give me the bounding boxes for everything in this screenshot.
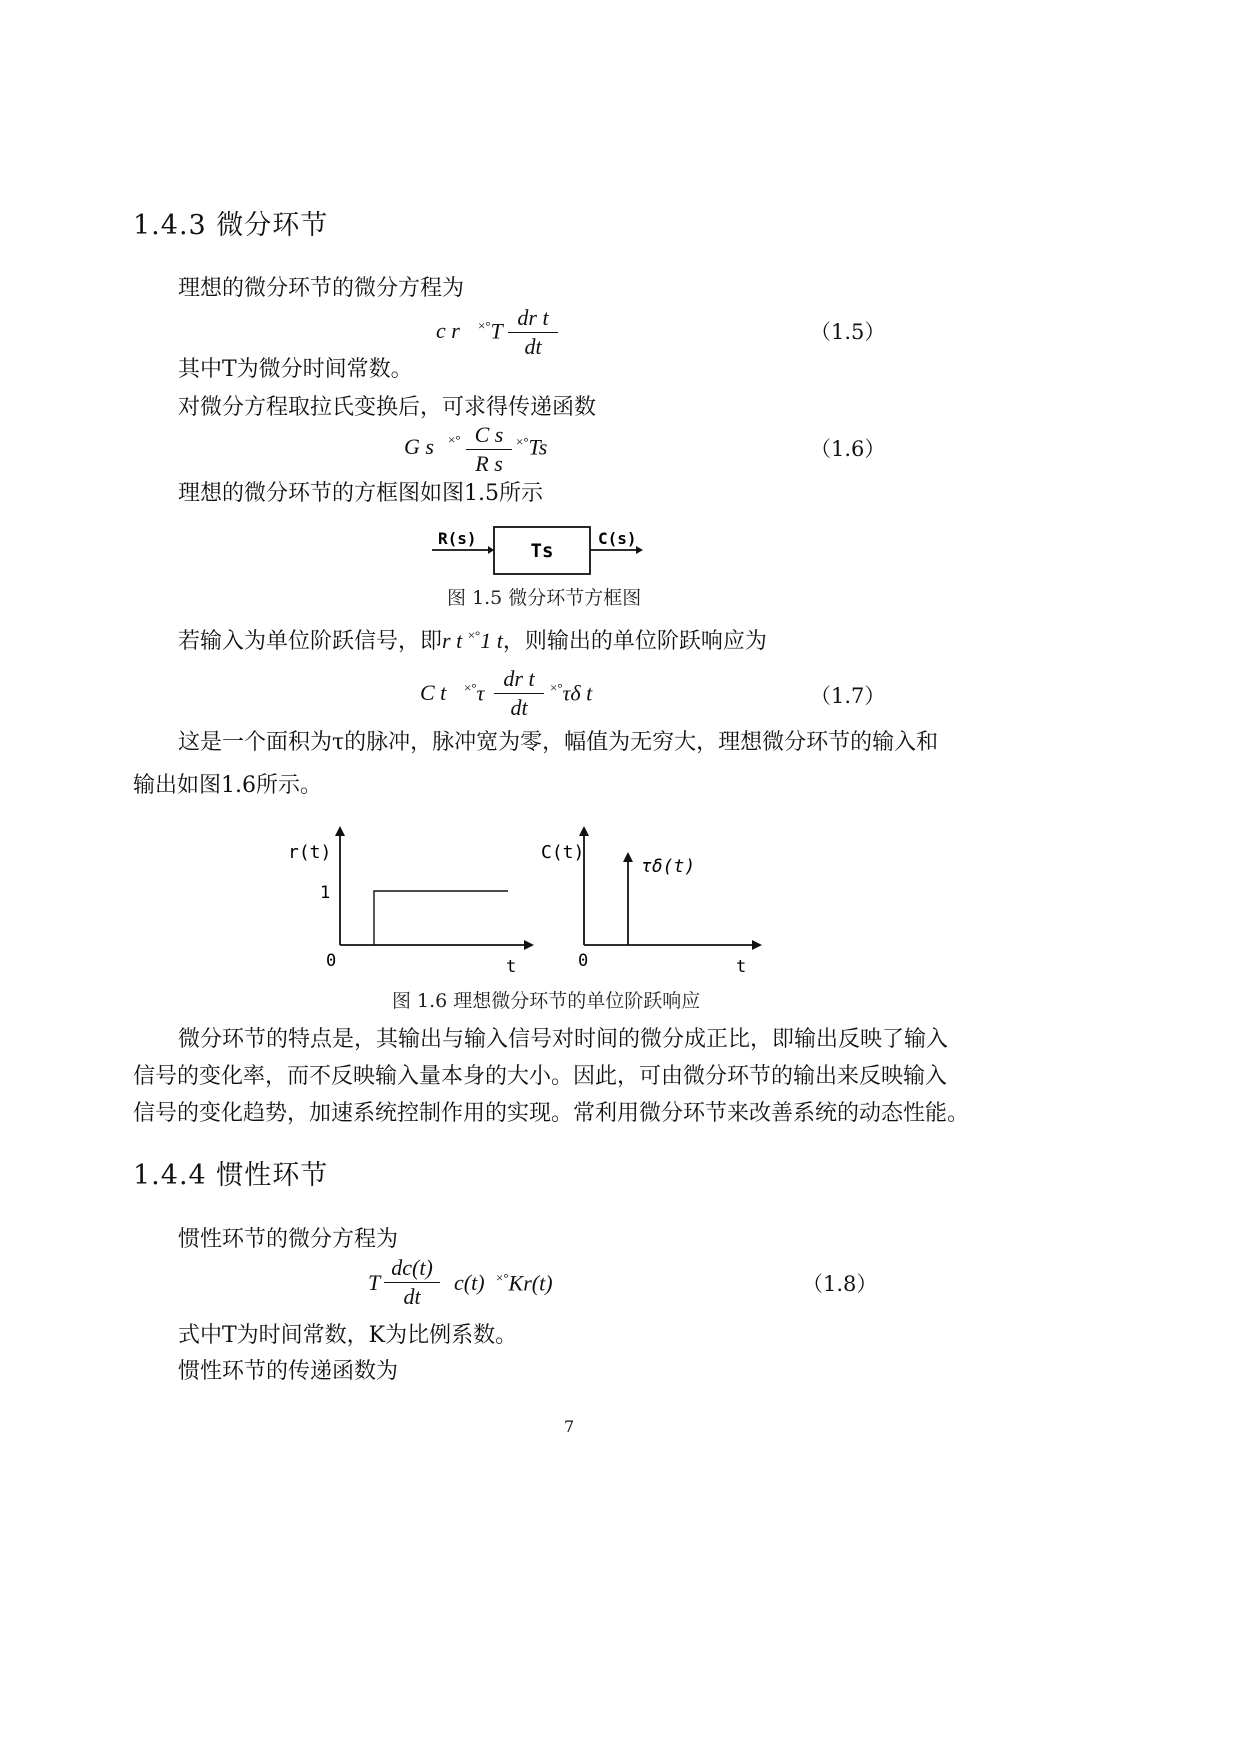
paragraph-step-input: 若输入为单位阶跃信号，即r t ×°1 t，则输出的单位阶跃响应为	[178, 627, 767, 654]
eq-1-8-number: （1.8）	[802, 1272, 878, 1296]
eq-1-6-equals-mark: ×°	[448, 432, 461, 447]
left-x-label: t	[506, 957, 517, 977]
eq-1-8-T: T	[368, 1270, 381, 1295]
left-y-tick-1: 1	[320, 883, 331, 903]
plot-impulse-response	[541, 826, 762, 977]
eq-1-8-denominator: dt	[403, 1284, 421, 1309]
step-signal-line	[374, 891, 508, 945]
output-label: C(s)	[598, 529, 637, 548]
eq-1-8-fraction	[384, 1255, 440, 1310]
eq-1-7-denominator: dt	[510, 695, 528, 720]
paragraph-time-constant: 其中T为微分时间常数。	[178, 357, 413, 382]
eq-1-6-fraction	[466, 422, 512, 477]
eq-1-5-mid: ×°T	[478, 318, 503, 344]
eq-1-6-rhs: ×°Ts	[516, 434, 548, 460]
right-origin-label: 0	[578, 951, 589, 971]
paragraph-characteristics-line1: 微分环节的特点是，其输出与输入信号对时间的微分成正比，即输出反映了输入	[178, 1027, 949, 1052]
eq-1-8-ct: c(t)	[454, 1270, 485, 1295]
paragraph-block-diagram-ref: 理想的微分环节的方框图如图1.5所示	[178, 481, 543, 506]
step-input-eq-mark: ×°	[467, 627, 481, 643]
input-label: R(s)	[438, 529, 477, 548]
left-origin-label: 0	[326, 951, 337, 971]
impulse-label: τδ(t)	[641, 856, 696, 877]
eq-1-8-fraction-bar	[384, 1282, 440, 1283]
eq-1-5-numerator: dr t	[517, 305, 549, 330]
plot-step-input	[288, 826, 534, 977]
step-input-r: r t	[442, 628, 463, 653]
eq-1-7-fraction-bar	[494, 693, 544, 694]
eq-1-7-numerator: dr t	[503, 666, 535, 691]
section-heading-1-4-3: 1.4.3 微分环节	[133, 210, 329, 241]
figure-1-6-plots	[280, 820, 780, 980]
eq-1-7-fraction	[494, 666, 544, 721]
paragraph-diff-eq-intro: 理想的微分环节的微分方程为	[178, 276, 465, 301]
paragraph-laplace: 对微分方程取拉氏变换后，可求得传递函数	[178, 395, 597, 420]
eq-1-5-fraction	[508, 305, 558, 360]
eq-1-7-tau: ×°τ	[464, 680, 485, 706]
eq-1-5-lhs: c r	[436, 318, 460, 343]
eq-1-7-lhs: C t	[420, 680, 447, 705]
eq-1-8-numerator: dc(t)	[391, 1255, 433, 1280]
paragraph-impulse-line1: 这是一个面积为τ的脉冲，脉冲宽为零，幅值为无穷大，理想微分环节的输入和	[178, 730, 939, 755]
eq-1-6-lhs: G s	[404, 434, 434, 459]
eq-1-5-fraction-bar	[508, 332, 558, 333]
right-x-label: t	[736, 957, 747, 977]
page-number: 7	[564, 1417, 575, 1436]
eq-1-6-fraction-bar	[466, 449, 512, 450]
transfer-block-label: Ts	[530, 540, 554, 562]
eq-1-7-rhs: ×°τδ t	[550, 680, 593, 706]
block-diagram-fig-1-5	[430, 522, 660, 578]
figure-1-5-caption: 图 1.5 微分环节方框图	[447, 587, 642, 609]
paragraph-characteristics-line3: 信号的变化趋势，加速系统控制作用的实现。常利用微分环节来改善系统的动态性能。	[133, 1101, 970, 1126]
right-y-label: C(t)	[541, 842, 585, 863]
eq-1-5-denominator: dt	[524, 334, 542, 359]
paragraph-inertia-constants: 式中T为时间常数，K为比例系数。	[178, 1323, 518, 1348]
eq-1-6-number: （1.6）	[810, 437, 886, 461]
paragraph-characteristics-line2: 信号的变化率，而不反映输入量本身的大小。因此，可由微分环节的输出来反映输入	[133, 1064, 948, 1089]
paragraph-impulse-line2: 输出如图1.6所示。	[133, 773, 322, 798]
eq-1-8-rhs: ×°Kr(t)	[496, 1270, 553, 1296]
eq-1-6-denominator: R s	[475, 451, 503, 476]
eq-1-6-numerator: C s	[474, 422, 504, 447]
step-input-1: 1 t	[480, 628, 503, 653]
section-heading-1-4-4: 1.4.4 惯性环节	[133, 1160, 329, 1191]
eq-1-7-number: （1.7）	[810, 684, 886, 708]
figure-1-6-caption: 图 1.6 理想微分环节的单位阶跃响应	[392, 990, 701, 1012]
paragraph-inertia-transfer: 惯性环节的传递函数为	[178, 1359, 399, 1384]
eq-1-5-number: （1.5）	[810, 320, 886, 344]
paragraph-inertia-diff-eq: 惯性环节的微分方程为	[178, 1227, 399, 1252]
left-y-label: r(t)	[288, 842, 332, 863]
